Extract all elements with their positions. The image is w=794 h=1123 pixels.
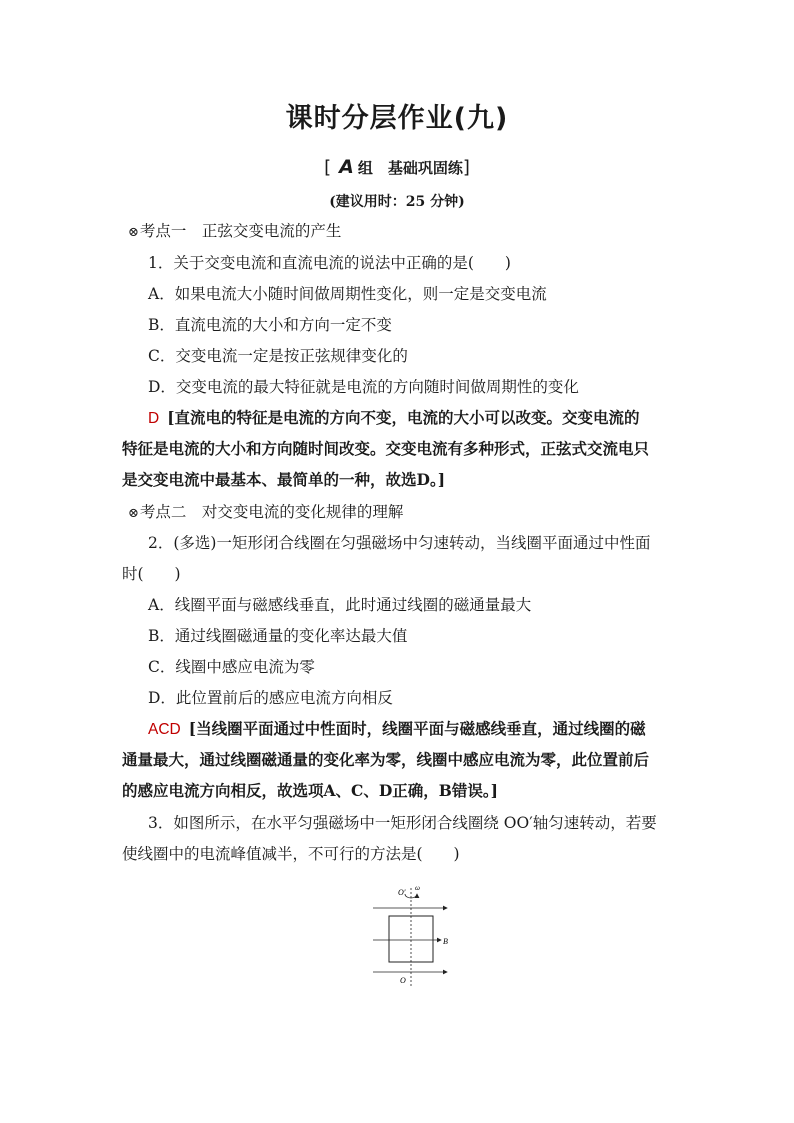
group-bracket-close: ] bbox=[462, 157, 470, 178]
question-2-option-c: C．线圈中感应电流为零 bbox=[148, 658, 315, 676]
question-1-explanation-line-1 bbox=[148, 407, 708, 430]
group-label: 组 基础巩固练 bbox=[357, 159, 463, 177]
label-b: B bbox=[443, 937, 448, 946]
section-heading-1-text: 考点一 正弦交变电流的产生 bbox=[139, 222, 342, 240]
coil-in-field-figure bbox=[365, 882, 455, 992]
question-2-stem-line-2: 时( ) bbox=[122, 565, 181, 583]
section-heading-2-text: 考点二 对交变电流的变化规律的理解 bbox=[139, 503, 404, 521]
label-o-prime: O′ bbox=[398, 888, 406, 897]
question-1-option-d: D．交变电流的最大特征就是电流的方向随时间做周期性的变化 bbox=[148, 378, 579, 396]
group-bracket-open: [ bbox=[324, 157, 332, 178]
section-heading-1 bbox=[128, 220, 688, 244]
question-2-option-d: D．此位置前后的感应电流方向相反 bbox=[148, 689, 393, 707]
section-icon: ⊗ bbox=[128, 506, 139, 521]
label-omega: ω bbox=[415, 884, 420, 892]
suggested-time: (建议用时：25 分钟) bbox=[329, 194, 465, 210]
question-3-stem-line-2: 使线圈中的电流峰值减半，不可行的方法是( ) bbox=[122, 845, 460, 863]
section-icon: ⊗ bbox=[128, 225, 139, 240]
question-1-explanation-text-1: [直流电的特征是电流的方向不变，电流的大小可以改变。交变电流的 bbox=[167, 408, 640, 427]
question-1-option-b: B．直流电流的大小和方向一定不变 bbox=[148, 316, 392, 334]
page-title: 课时分层作业(九) bbox=[285, 103, 509, 134]
question-1-option-c: C．交变电流一定是按正弦规律变化的 bbox=[148, 347, 408, 365]
question-2-explanation-text-1: [当线圈平面通过中性面时，线圈平面与磁感线垂直，通过线圈的磁 bbox=[188, 719, 646, 738]
question-2-option-b: B．通过线圈磁通量的变化率达最大值 bbox=[148, 627, 408, 645]
question-1-explanation-line-2: 特征是电流的大小和方向随时间改变。交变电流有多种形式，正弦式交流电只 bbox=[122, 439, 650, 458]
group-heading bbox=[0, 156, 794, 178]
label-o: O bbox=[400, 976, 406, 985]
question-3-stem-line-1: 3．如图所示，在水平匀强磁场中一矩形闭合线圈绕 OO′轴匀速转动，若要 bbox=[148, 814, 657, 832]
question-2-explanation-line-2: 通量最大，通过线圈磁通量的变化率为零，线圈中感应电流为零，此位置前后 bbox=[122, 750, 650, 769]
question-1-explanation-line-3: 是交变电流中最基本、最简单的一种，故选D。] bbox=[122, 470, 446, 489]
coil-rectangle bbox=[389, 916, 433, 962]
question-1-stem: 1．关于交变电流和直流电流的说法中正确的是( ) bbox=[148, 254, 511, 272]
question-2-answer: ACD bbox=[148, 721, 181, 738]
question-1-option-a: A．如果电流大小随时间做周期性变化，则一定是交变电流 bbox=[148, 285, 547, 303]
question-1-answer: D bbox=[148, 410, 160, 427]
question-2-option-a: A．线圈平面与磁感线垂直，此时通过线圈的磁通量最大 bbox=[148, 596, 532, 614]
question-2-stem-line-1: 2．(多选)一矩形闭合线圈在匀强磁场中匀速转动，当线圈平面通过中性面 bbox=[148, 534, 651, 552]
group-letter: A bbox=[339, 156, 354, 178]
section-heading-2 bbox=[128, 501, 688, 525]
question-2-explanation-line-1 bbox=[148, 718, 708, 741]
question-2-explanation-line-3: 的感应电流方向相反，故选项A、C、D正确，B错误。] bbox=[122, 781, 498, 800]
